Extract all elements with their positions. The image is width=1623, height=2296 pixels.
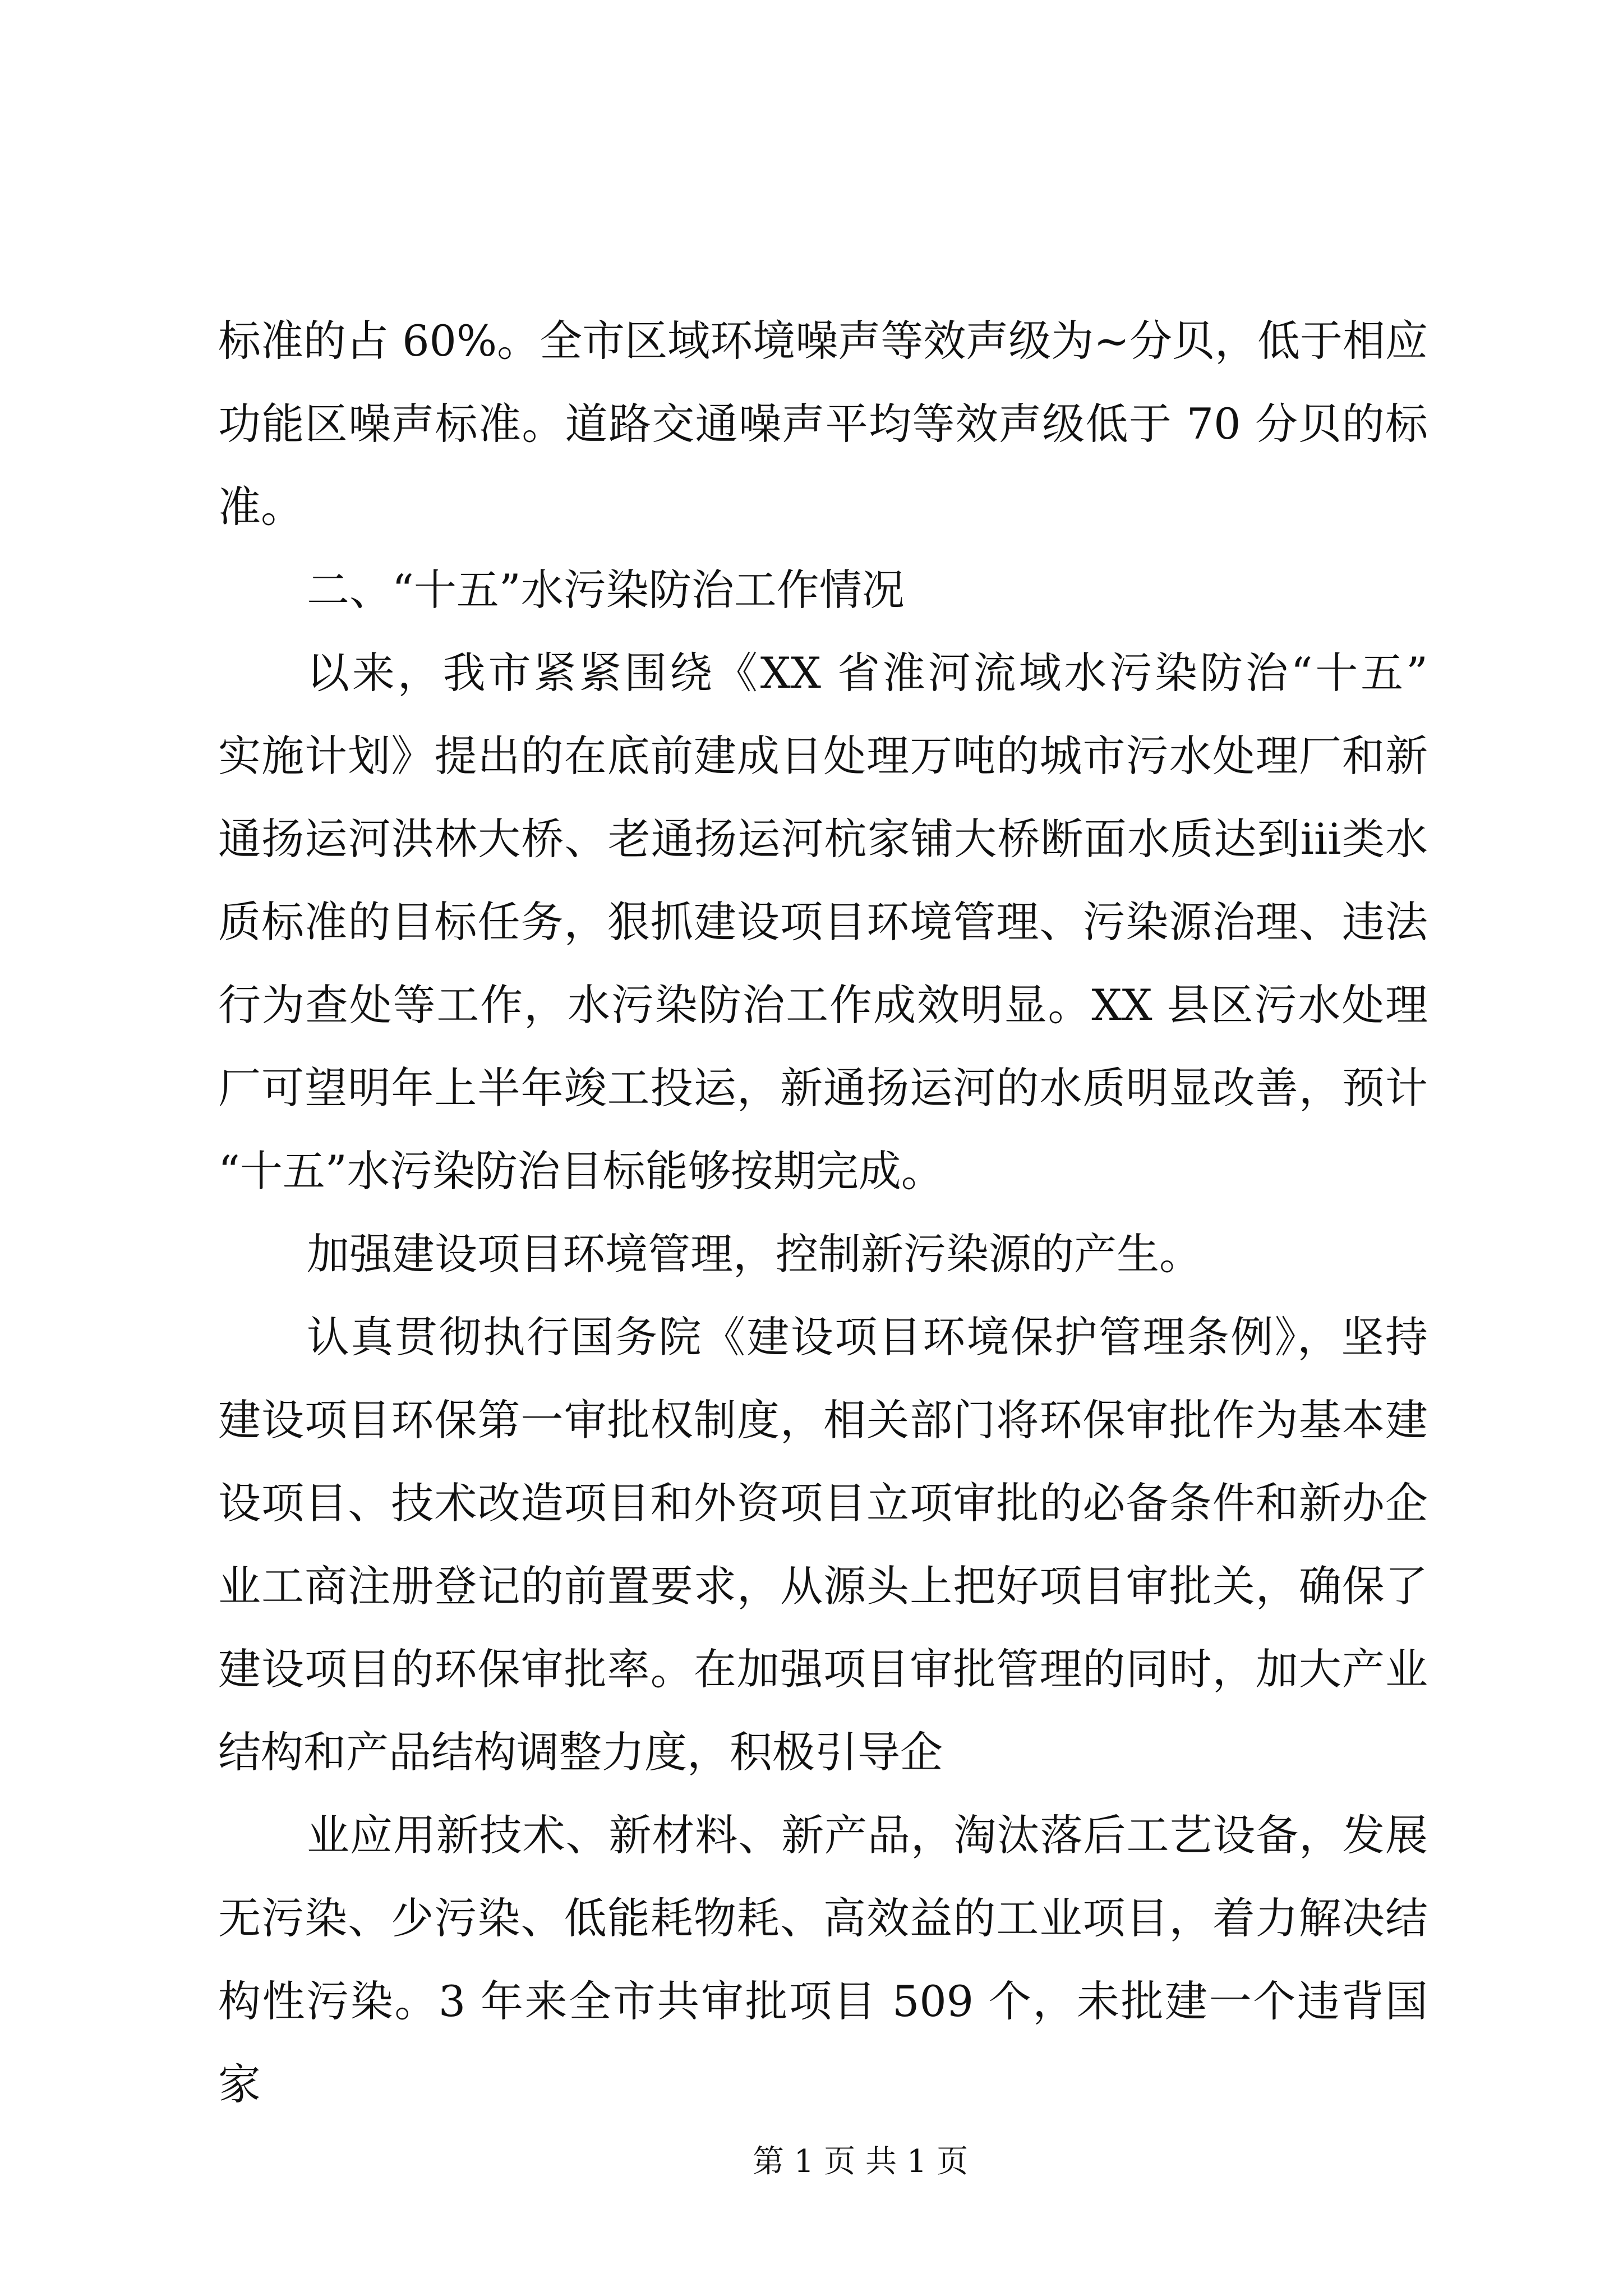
paragraph — [218, 1296, 1428, 1794]
text-line: 构性污染。3 年来全市共审批项目 509 个，未批建一个违背国家 — [218, 1976, 1428, 2109]
paragraph — [218, 1794, 1428, 2109]
text-line: 通扬运河洪林大桥、老通扬运河杭家铺大桥断面水质达到iii类水 — [218, 814, 1428, 864]
text-line: 实施计划》提出的在底前建成日处理万吨的城市污水处理厂和新 — [218, 731, 1428, 781]
text-line: 业应用新技术、新材料、新产品，淘汰落后工艺设备，发展 — [307, 1810, 1428, 1860]
text-line: 设项目、技术改造项目和外资项目立项审批的必备条件和新办企 — [218, 1478, 1428, 1528]
text-line: 厂可望明年上半年竣工投运，新通扬运河的水质明显改善，预计 — [218, 1063, 1428, 1113]
text-line: 功能区噪声标准。道路交通噪声平均等效声级低于 70 分贝的标 — [218, 399, 1428, 449]
text-line: 准。 — [218, 482, 303, 532]
document-body — [218, 300, 1428, 2109]
paragraph — [218, 1213, 1428, 1296]
text-line: “十五”水污染防治目标能够按期完成。 — [218, 1146, 944, 1196]
heading-line: 二、“十五”水污染防治工作情况 — [307, 565, 905, 615]
paragraph — [218, 632, 1428, 1213]
text-line: 质标准的目标任务，狠抓建设项目环境管理、污染源治理、违法 — [218, 897, 1428, 947]
text-line: 标准的占 60%。全市区域环境噪声等效声级为~分贝，低于相应 — [218, 316, 1428, 366]
section-heading — [218, 549, 1428, 632]
text-line: 行为查处等工作，水污染防治工作成效明显。XX 县区污水处理 — [218, 980, 1428, 1030]
text-line: 以来，我市紧紧围绕《XX 省淮河流域水污染防治“十五” — [307, 648, 1428, 698]
paragraph — [218, 300, 1428, 549]
page-footer: 第 1 页 共 1 页 — [753, 2143, 969, 2180]
text-line: 建设项目环保第一审批权制度，相关部门将环保审批作为基本建 — [218, 1395, 1428, 1445]
text-line: 业工商注册登记的前置要求，从源头上把好项目审批关，确保了 — [218, 1561, 1428, 1611]
text-line: 认真贯彻执行国务院《建设项目环境保护管理条例》，坚持 — [307, 1312, 1428, 1362]
text-line: 无污染、少污染、低能耗物耗、高效益的工业项目，着力解决结 — [218, 1893, 1428, 1943]
text-line: 建设项目的环保审批率。在加强项目审批管理的同时，加大产业 — [218, 1644, 1428, 1694]
text-line: 结构和产品结构调整力度，积极引导企 — [218, 1727, 943, 1777]
text-line: 加强建设项目环境管理，控制新污染源的产生。 — [307, 1229, 1202, 1279]
